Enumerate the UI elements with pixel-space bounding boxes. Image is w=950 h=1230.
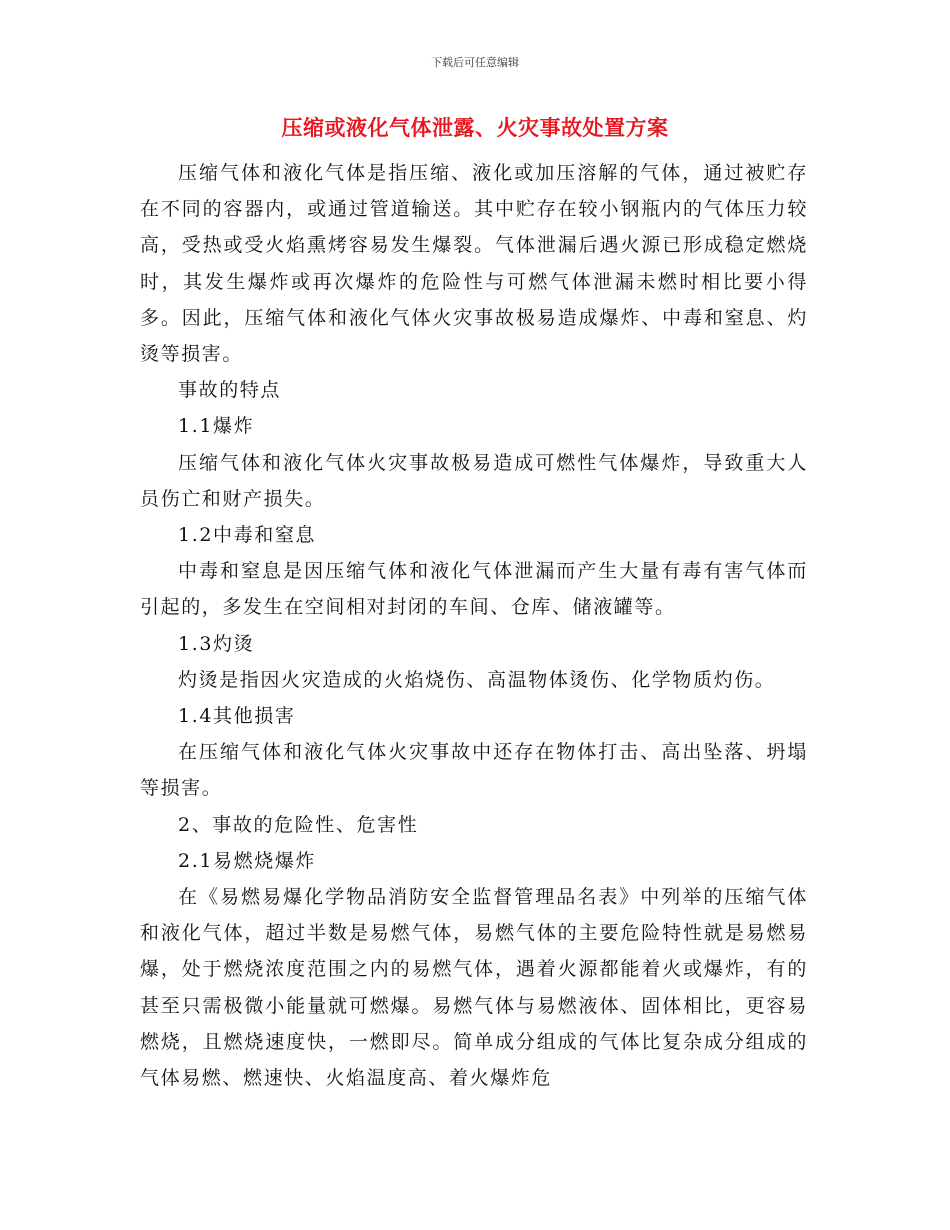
heading-1-3: 1.3灼烫	[178, 632, 255, 655]
heading-2: 2、事故的危险性、危害性	[178, 813, 419, 836]
paragraph-1-1: 压缩气体和液化气体火灾事故极易造成可燃性气体爆炸，导致重大人员伤亡和财产损失。	[140, 451, 808, 510]
heading-accident-features: 事故的特点	[178, 379, 282, 402]
paragraph-1-2: 中毒和窒息是因压缩气体和液化气体泄漏而产生大量有毒有害气体而引起的，多发生在空间相对封闭的车间、仓库、储液罐等。	[140, 560, 808, 619]
paragraph-1-4: 在压缩气体和液化气体火灾事故中还存在物体打击、高出坠落、坍塌等损害。	[140, 741, 808, 800]
heading-1-4: 1.4其他损害	[178, 705, 296, 728]
heading-1-2: 1.2中毒和窒息	[178, 524, 317, 547]
document-body	[140, 155, 808, 1096]
document-title: 压缩或液化气体泄露、火灾事故处置方案	[281, 116, 669, 140]
heading-1-1: 1.1爆炸	[178, 415, 255, 438]
paragraph-2-1: 在《易燃易爆化学物品消防安全监督管理品名表》中列举的压缩气体和液化气体，超过半数是易燃气体，易燃气体的主要危险特性就是易燃易爆，处于燃烧浓度范围之内的易燃气体，遇着火源都能着火或爆炸，有的甚至只需极微小能量就可燃爆。易燃气体与易燃液体、固体相比，更容易燃烧，且燃烧速度快，一燃即尽。简单成分组成的气体比复杂成分组成的气体易燃、燃速快、火焰温度高、着火爆炸危	[140, 886, 808, 1090]
heading-2-1: 2.1易燃烧爆炸	[178, 849, 317, 872]
paragraph-intro: 压缩气体和液化气体是指压缩、液化或加压溶解的气体，通过被贮存在不同的容器内，或通过管道输送。其中贮存在较小钢瓶内的气体压力较高，受热或受火焰熏烤容易发生爆裂。气体泄漏后遇火源已形成稳定燃烧时，其发生爆炸或再次爆炸的危险性与可燃气体泄漏未燃时相比要小得多。因此，压缩气体和液化气体火灾事故极易造成爆炸、中毒和窒息、灼烫等损害。	[140, 162, 808, 366]
paragraph-1-3: 灼烫是指因火灾造成的火焰烧伤、高温物体烫伤、化学物质灼伤。	[178, 668, 776, 691]
header-note: 下载后可任意编辑	[431, 56, 519, 69]
